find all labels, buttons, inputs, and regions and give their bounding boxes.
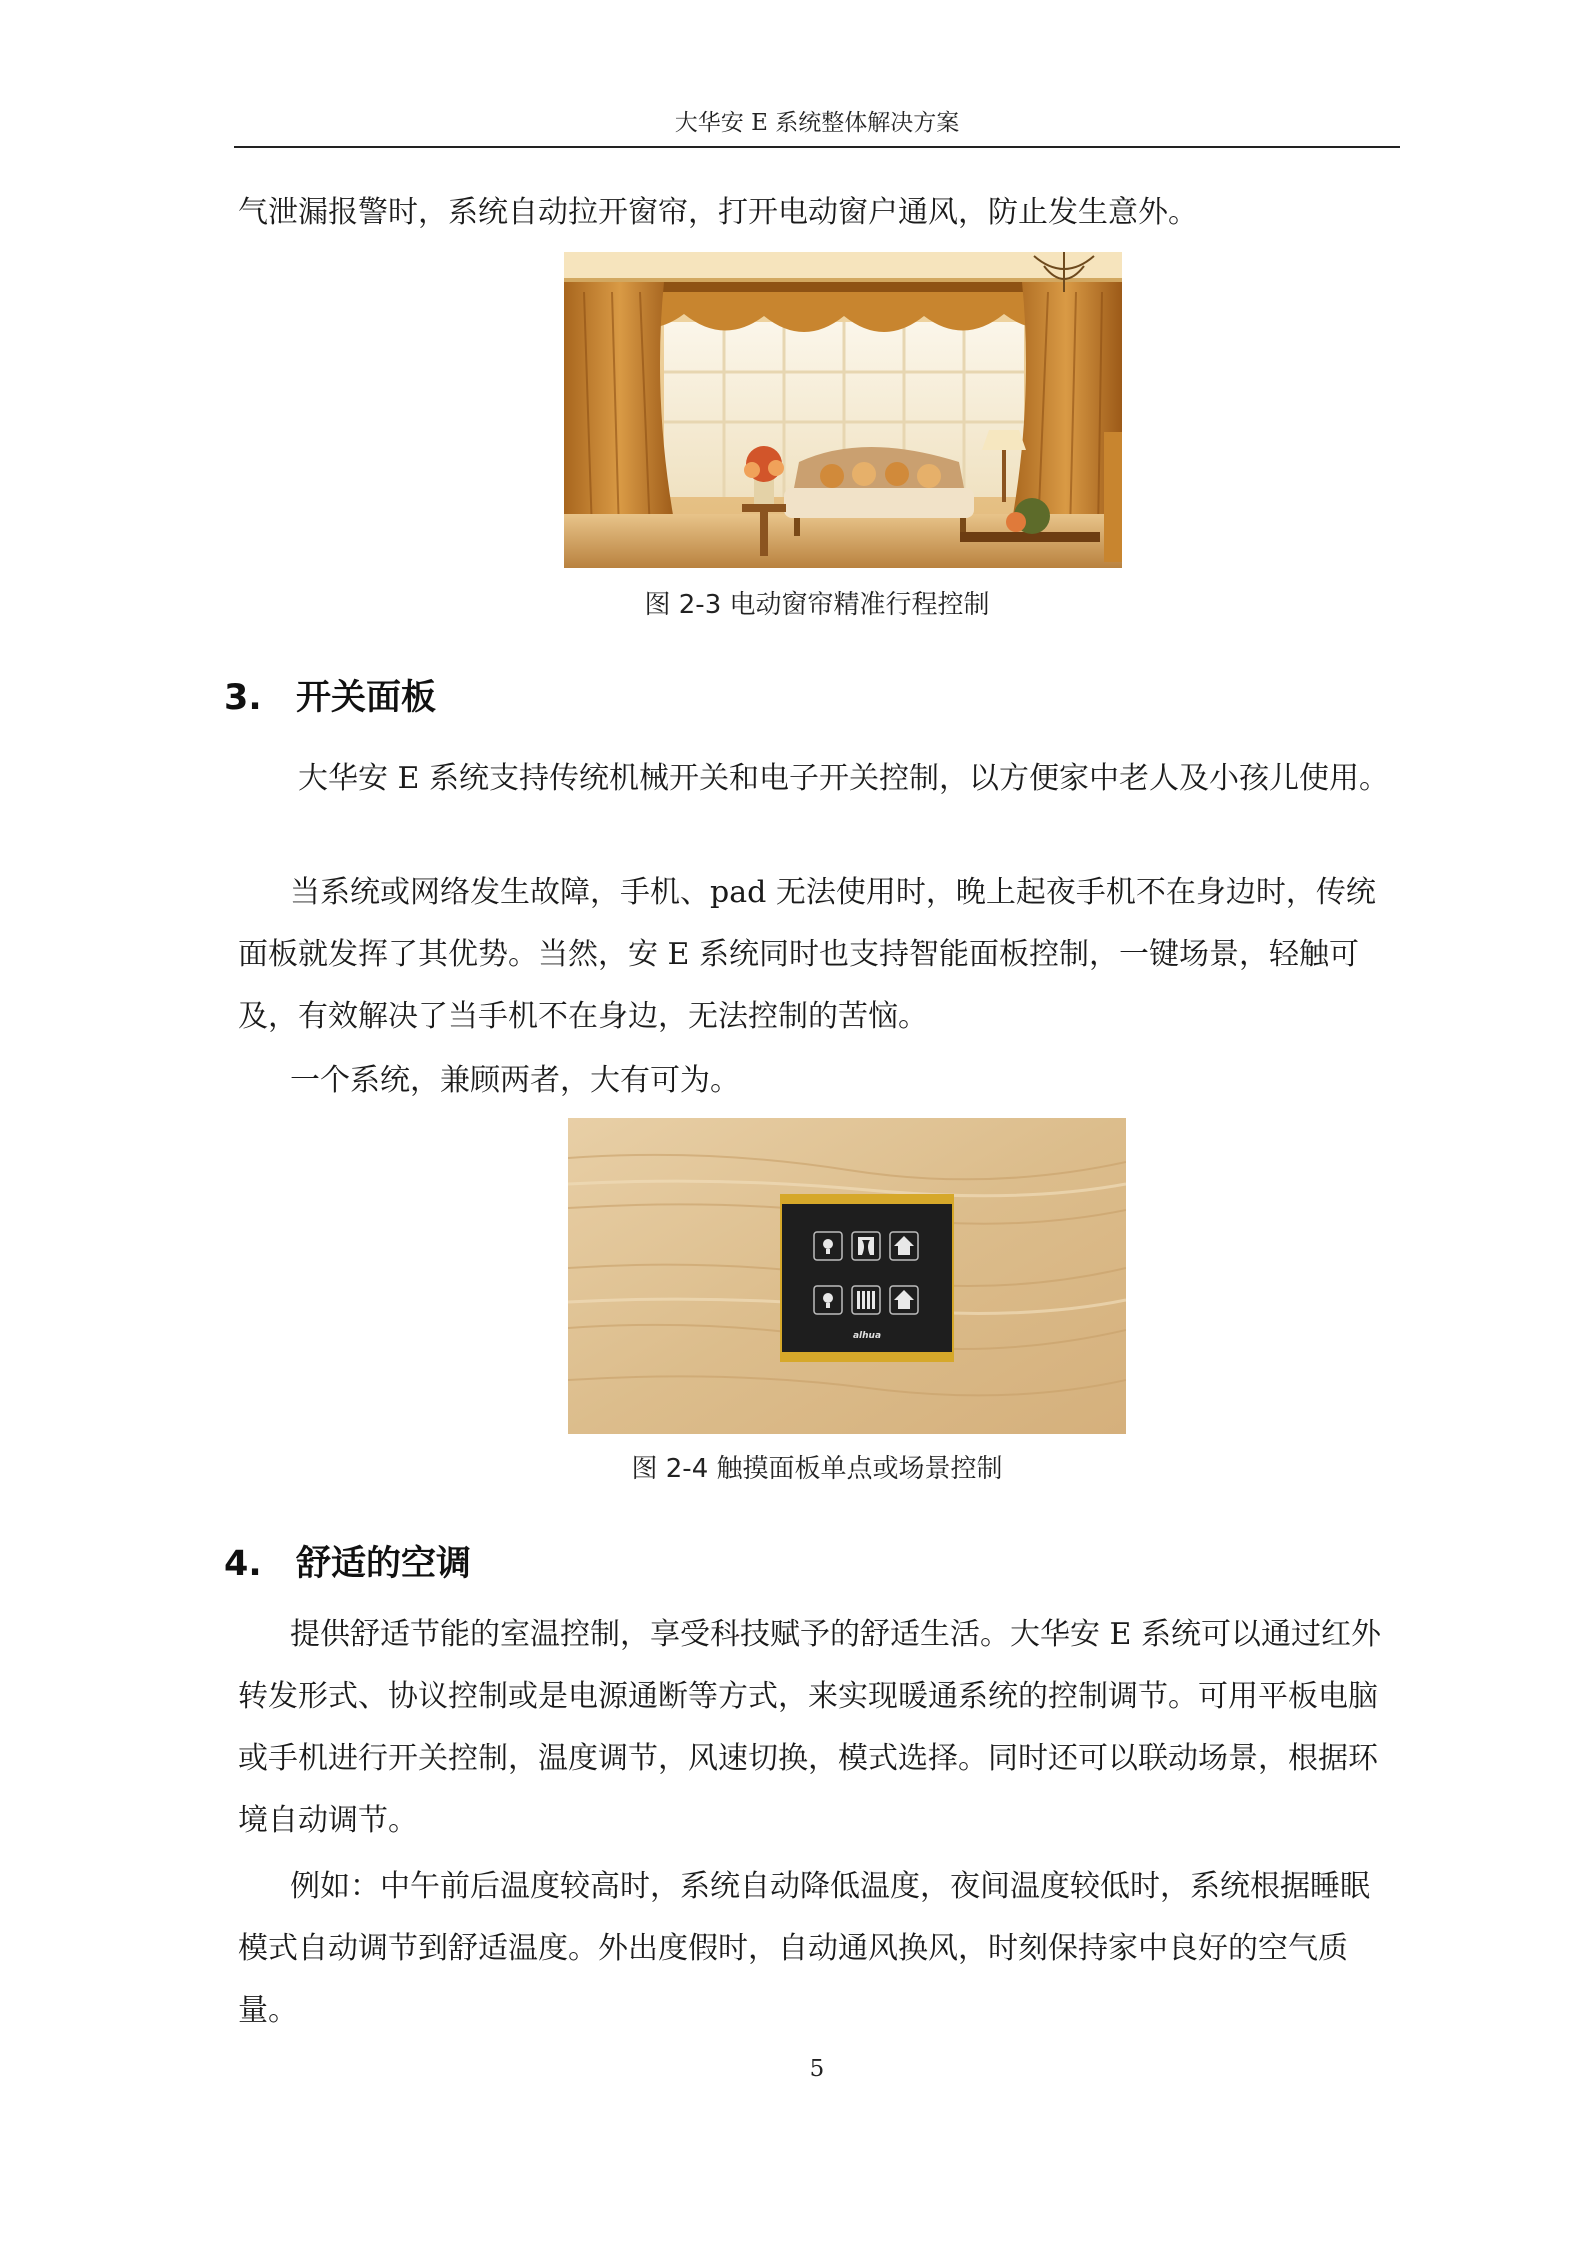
figure-caption-2-4: 图 2-4 触摸面板单点或场景控制 <box>631 1454 1003 1484</box>
touch-panel-illustration <box>568 1118 1126 1434</box>
section-3-paragraph-1: 大华安 E 系统支持传统机械开关和电子开关控制，以方便家中老人及小孩儿使用。 <box>298 761 1389 796</box>
intro-paragraph: 气泄漏报警时，系统自动拉开窗帘，打开电动窗户通风，防止发生意外。 <box>238 195 1198 230</box>
section-heading-4 <box>224 1540 471 1588</box>
brand-logo-text: alhua <box>852 1331 882 1341</box>
touch-panel-photo <box>568 1118 1126 1434</box>
section-title: 开关面板 <box>296 678 437 718</box>
curtain-room-photo <box>564 252 1122 568</box>
section-4-paragraph-1: 提供舒适节能的室温控制，享受科技赋予的舒适生活。大华安 E 系统可以通过红外转发形式、协议控制或是电源通断等方式，来实现暖通系统的控制调节。可用平板电脑或手机进行开关控制，温度调节，风速切换，模式选择。同时还可以联动场景，根据环境自动调节。 <box>238 1617 1381 1838</box>
section-number: 3. <box>224 678 262 718</box>
curtain-room-illustration <box>564 252 1122 568</box>
section-4-paragraph-2: 例如：中午前后温度较高时，系统自动降低温度，夜间温度较低时，系统根据睡眠模式自动调节到舒适温度。外出度假时，自动通风换风，时刻保持家中良好的空气质量。 <box>238 1869 1370 2028</box>
page-number: 5 <box>809 2056 825 2082</box>
section-heading-3 <box>224 674 436 722</box>
figure-caption-2-3: 图 2-3 电动窗帘精准行程控制 <box>644 590 990 620</box>
section-3-paragraph-2: 当系统或网络发生故障，手机、pad 无法使用时，晚上起夜手机不在身边时，传统面板就发挥了其优势。当然，安 E 系统同时也支持智能面板控制，一键场景，轻触可及，有效解决了当手机不在身边，无法控制的苦恼。 <box>238 875 1376 1034</box>
section-title: 舒适的空调 <box>296 1544 472 1584</box>
page-header: 大华安 E 系统整体解决方案 <box>674 110 960 136</box>
section-3-paragraph-3: 一个系统，兼顾两者，大有可为。 <box>290 1063 740 1098</box>
section-number: 4. <box>224 1544 262 1584</box>
header-rule <box>234 146 1400 148</box>
